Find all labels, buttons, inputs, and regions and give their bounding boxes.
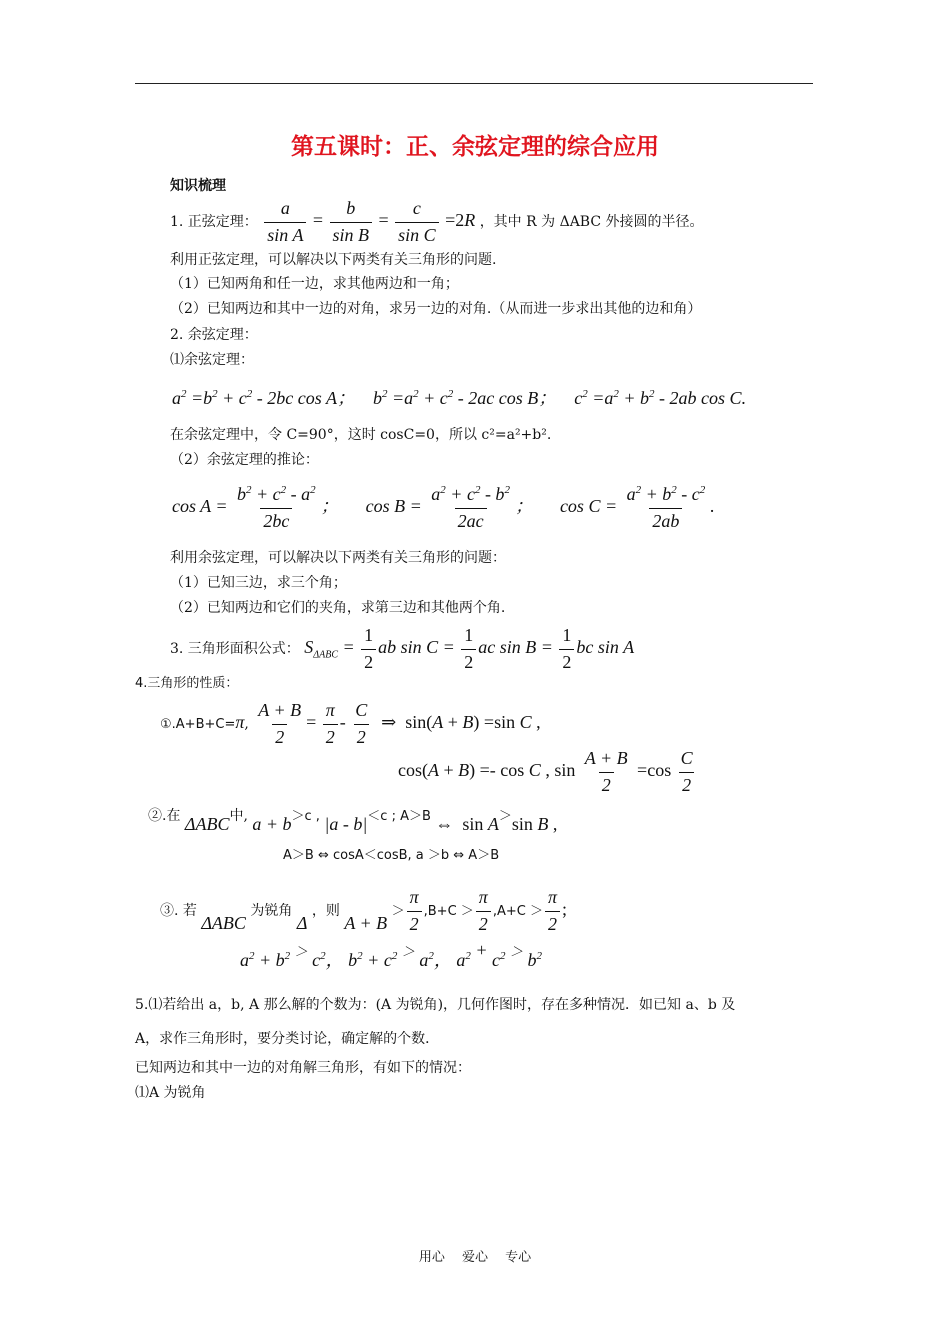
sine-law-line: 1. 正弦定理： $\frac{a}{\text{sin A}}$ = $\frac{b}{\text{sin B}}$ = $\frac{c}{\text{sin C}}$ =2R ，其中 R 为 ΔABC 外接圆的半径。 [170,198,704,245]
header-rule [135,83,813,84]
cosine-law-sub1: ⑴余弦定理： [170,352,254,368]
cosine-law-case-1: （1）已知三边，求三个角； [170,575,347,591]
cosine-corollary-formulas: cos A = $\frac{b^2 + c^2 - a^2}{2bc}$ ； cos B = $\frac{a^2 + c^2 - b^2}{2ac}$ ； cos C = $\frac{a^2 + b^2 - c^2}{2ab}$ . [172,484,715,531]
property-2-line: ②.在 ΔABC中, a + b＞c , |a - b|＜c ; A＞B ⇔ sin A＞sin B , [148,808,558,834]
section-5-line-4: ⑴A 为锐角 [135,1085,206,1101]
sine-law-note: ，其中 R 为 ΔABC 外接圆的半径。 [479,214,704,231]
property-3-then: ，则 [311,903,340,920]
section-5-line-1: 5.⑴若给出 a，b, A 那么解的个数为：(A 为锐角)，几何作图时，存在多种情况．如已知 a、b 及 [135,997,736,1013]
property-3-line-2: $a^2 + b^2$ ＞ $c^2$， $b^2 + c^2$ ＞ $a^2$， $a^2 + c^2$ ＞ $b^2$ [240,940,542,970]
property-3-mid: 为锐角 [250,903,293,920]
triangle-properties-heading: 4.三角形的性质： [135,676,239,691]
sine-law-case-2: （2）已知两边和其中一边的对角，求另一边的对角.（从而进一步求出其他的边和角） [170,301,702,317]
area-formula-label: 3. 三角形面积公式： [170,641,300,658]
cosine-law-sub2: （2）余弦定理的推论： [170,452,319,468]
cosine-law-note: 在余弦定理中，令 C=90°，这时 cosC=0，所以 c²=a²+b². [170,427,552,443]
cos-b-frac: $\frac{a^2 + c^2 - b^2}{2ac}$ [431,484,510,531]
section-5-line-2: A，求作三角形时，要分类讨论，确定解的个数． [135,1031,440,1047]
sine-law-frac-b: $\frac{b}{\text{sin B}}$ [330,198,373,246]
property-1-label: ①.A+B+C= [160,717,236,733]
sine-law-frac-a: $\frac{a}{\text{sin A}}$ [264,198,306,246]
area-formula-line: 3. 三角形面积公式： $S_{\Delta ABC}$ = $\frac{1}{2}$ ab sin C = $\frac{1}{2}$ ac sin B = $\frac{1}{2}$ bc sin A [170,625,635,672]
section-heading: 知识梳理 [170,178,226,194]
section-5-line-3: 已知两边和其中一边的对角解三角形，有如下的情况： [135,1060,471,1076]
cosine-law-heading: 2. 余弦定理： [170,327,258,343]
cosine-law-case-2: （2）已知两边和它们的夹角，求第三边和其他两个角. [170,600,506,616]
property-2-label: ②.在 [148,808,181,824]
property-3-label: ③. 若 [160,903,197,920]
cos-c-frac: $\frac{a^2 + b^2 - c^2}{2ab}$ [626,484,706,531]
property-1-line-2: cos(A + B) =- cos C , sin $\frac{A + B}{2}$ =cos $\frac{C}{2}$ [398,748,693,795]
page-footer: 用心 爱心 专心 [418,1250,532,1265]
cos-a-frac: $\frac{b^2 + c^2 - a^2}{2bc}$ [237,484,316,531]
sine-law-label: 1. 正弦定理： [170,214,258,231]
property-2-mid: 中, [229,808,248,824]
sine-law-frac-c: $\frac{c}{\text{sin C}}$ [395,198,439,246]
property-3-line: ③. 若 ΔABC 为锐角 Δ ，则 A + B ＞ $\frac{\pi}{2}$ ,B+C ＞ $\frac{\pi}{2}$ ,A+C ＞ $\frac{\pi}{2}$ ; [160,887,567,934]
cosine-law-use: 利用余弦定理，可以解决以下两类有关三角形的问题： [170,550,506,566]
cosine-law-formulas: $a^2 =b^2 + c^2 - 2bc$ cos A； $b^2 =a^2 + c^2 - 2ac$ cos B； $c^2 =a^2 + b^2 - 2ab$ cos C. [172,388,747,408]
sine-law-case-1: （1）已知两角和任一边，求其他两边和一角； [170,276,459,292]
property-2-line-2: A＞B ⇔ cosA＜cosB, a ＞b ⇔ A＞B [283,848,500,863]
property-1-line: ①.A+B+C=π, $\frac{A + B}{2}$ = $\frac{\pi}{2}$ - $\frac{C}{2}$ ⇒ sin(A + B) =sin C , [160,700,541,747]
page-title: 第五课时：正、余弦定理的综合应用 [291,134,659,160]
sine-law-use: 利用正弦定理，可以解决以下两类有关三角形的问题. [170,252,497,268]
